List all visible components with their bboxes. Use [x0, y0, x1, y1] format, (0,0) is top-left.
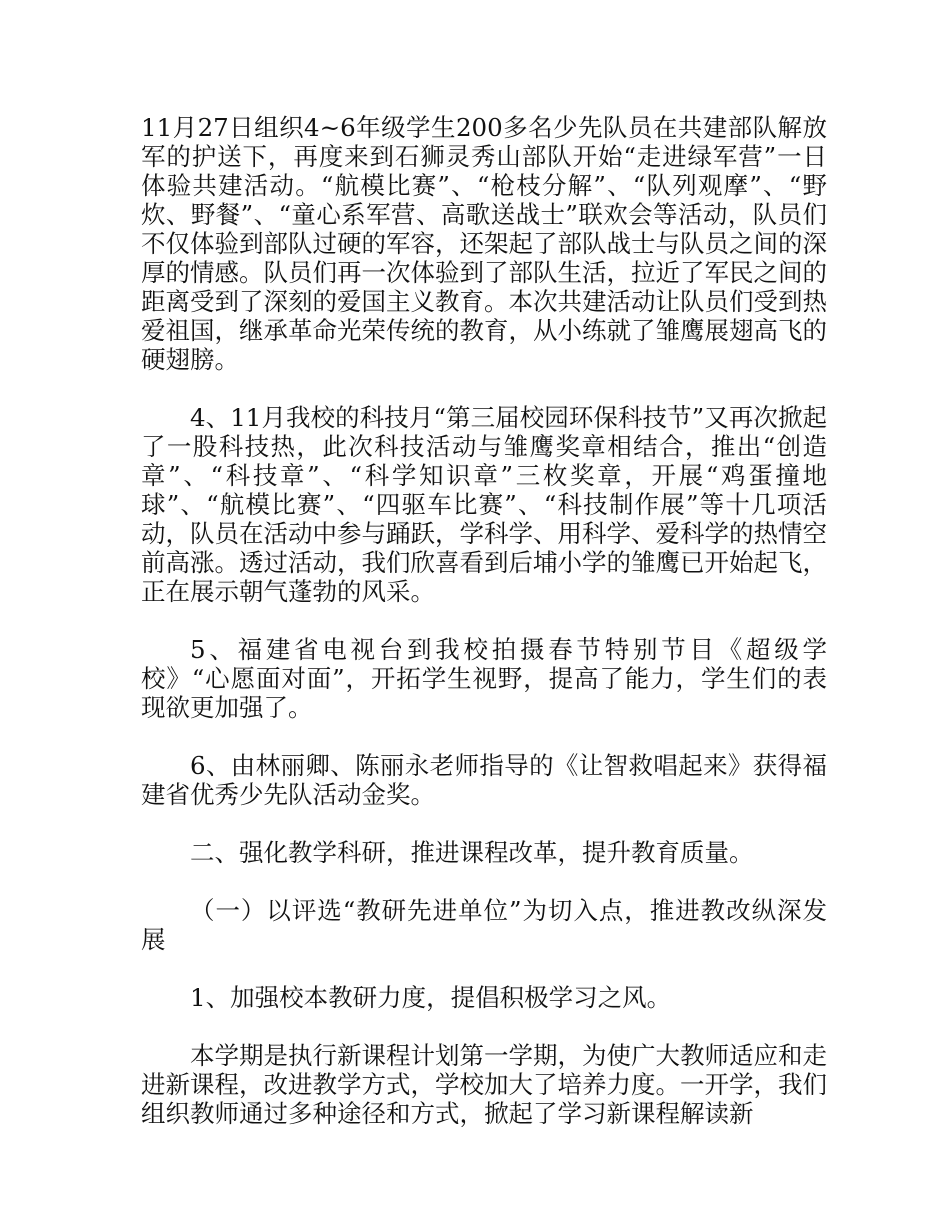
- section-heading-teaching-research: 二、强化教学科研，推进课程改革，提升教育质量。: [190, 838, 754, 867]
- paragraph-new-curriculum: 本学期是执行新课程计划第一学期，为使广大教师适应和走进新课程，改进教学方式，学校加大了培养力度。一开学，我们组织教师通过多种途径和方式，掀起了学习新课程解读新: [141, 1041, 827, 1128]
- document-body: [141, 113, 827, 1157]
- paragraph-military-camp-visit: 11月27日组织4~6年级学生200多名少先队员在共建部队解放军的护送下，再度来到石狮灵秀山部队开始“走进绿军营”一日体验共建活动。“航模比赛”、“枪枝分解”、“队列观摩”、“野炊、野餐”、“童心系军营、高歌送战士”联欢会等活动，队员们不仅体验到部队过硬的军容，还架起了部队战士与队员之间的深厚的情感。队员们再一次体验到了部队生活，拉近了军民之间的距离受到了深刻的爱国主义教育。本次共建活动让队员们受到热爱祖国，继承革命光荣传统的教育，从小练就了雏鹰展翅高飞的硬翅膀。: [141, 113, 827, 374]
- item-heading-school-research: 1、加强校本教研力度，提倡积极学习之风。: [190, 983, 672, 1012]
- paragraph-tv-program: 5、福建省电视台到我校拍摄春节特别节目《超级学校》“心愿面对面”，开拓学生视野，提高了能力，学生们的表现欲更加强了。: [141, 635, 827, 722]
- paragraph-gold-award: 6、由林丽卿、陈丽永老师指导的《让智救唱起来》获得福建省优秀少先队活动金奖。: [141, 751, 827, 809]
- subsection-heading-research-unit: （一）以评选“教研先进单位”为切入点，推进教改纵深发展: [141, 896, 827, 954]
- paragraph-science-festival: 4、11月我校的科技月“第三届校园环保科技节”又再次掀起了一股科技热，此次科技活动与雏鹰奖章相结合，推出“创造章”、“科技章”、“科学知识章”三枚奖章，开展“鸡蛋撞地球”、“航模比赛”、“四驱车比赛”、“科技制作展”等十几项活动，队员在活动中参与踊跃，学科学、用科学、爱科学的热情空前高涨。透过活动，我们欣喜看到后埔小学的雏鹰已开始起飞，正在展示朝气蓬勃的风采。: [141, 403, 827, 606]
